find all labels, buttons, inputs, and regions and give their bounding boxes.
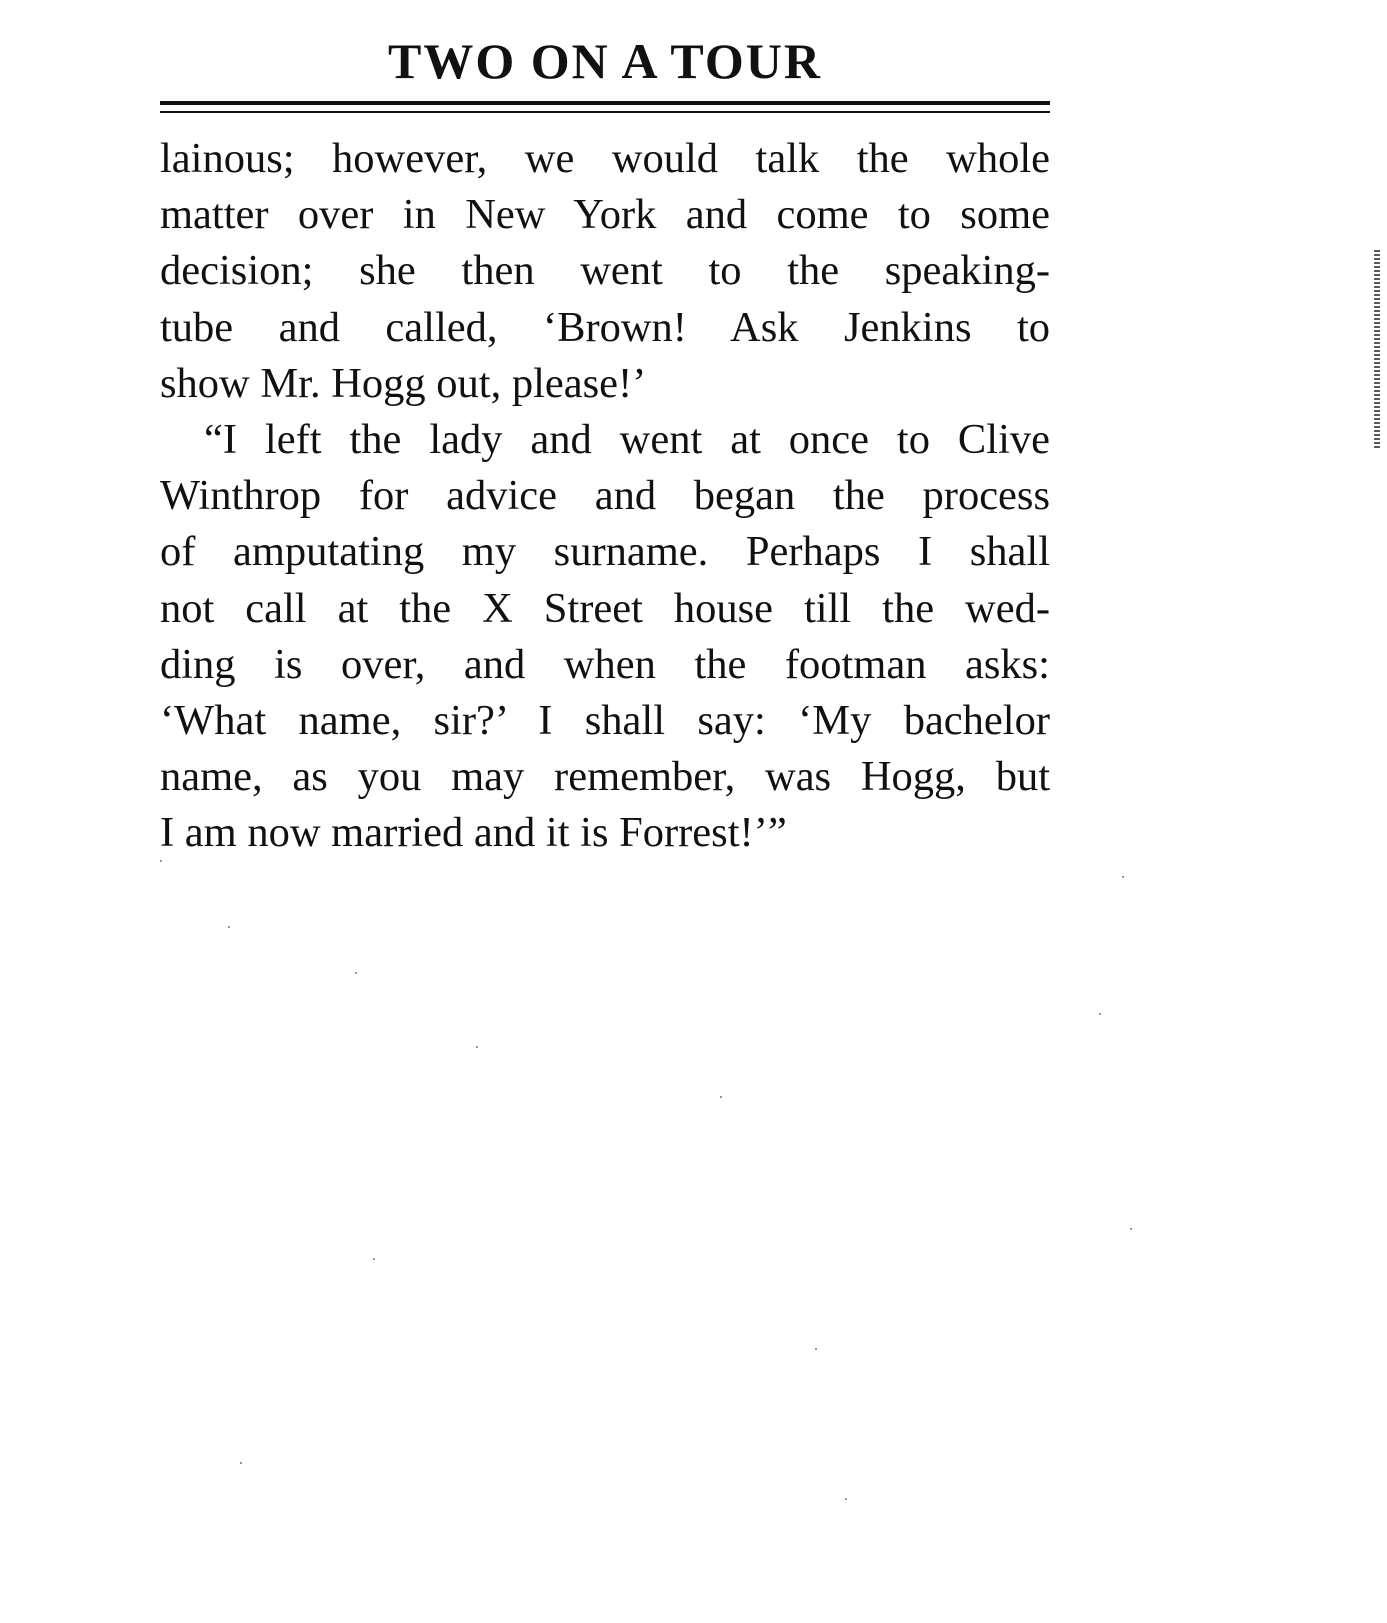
body-text	[160, 131, 1050, 862]
scan-speck	[1130, 1228, 1132, 1230]
scan-speck	[845, 1498, 847, 1500]
scan-speck	[815, 1348, 817, 1350]
paragraph-2	[160, 412, 1050, 862]
text-line: I am now married and it is Forrest!’”	[160, 809, 787, 857]
scan-speck	[1122, 876, 1124, 878]
text-line: ‘What name, sir?’ I shall say: ‘My bachelor	[160, 697, 1050, 745]
text-line: not call at the X Street house till the wed-	[160, 584, 1050, 632]
paragraph-1	[160, 131, 1050, 412]
text-line: decision; she then went to the speaking-	[160, 247, 1050, 295]
text-line: tube and called, ‘Brown! Ask Jenkins to	[160, 303, 1050, 351]
text-line: “I left the lady and went at once to Clive	[204, 416, 1050, 464]
text-line: matter over in New York and come to some	[160, 191, 1050, 239]
header-rule-thick	[160, 101, 1050, 105]
header-rule-thin	[160, 111, 1050, 113]
scan-speck	[373, 1258, 375, 1260]
text-line: of amputating my surname. Perhaps I shall	[160, 528, 1050, 576]
scan-speck	[355, 972, 357, 974]
text-line: Winthrop for advice and began the process	[160, 472, 1050, 520]
scan-speck	[476, 1046, 478, 1048]
scan-speck	[228, 926, 230, 928]
scan-speck	[1099, 1013, 1101, 1015]
text-line: name, as you may remember, was Hogg, but	[160, 753, 1050, 801]
scan-speck	[720, 1096, 722, 1098]
text-line: lainous; however, we would talk the whole	[160, 135, 1050, 182]
text-line: ding is over, and when the footman asks:	[160, 640, 1050, 688]
text-line: show Mr. Hogg out, please!’	[160, 359, 647, 407]
scan-edge-marks	[1374, 250, 1380, 450]
running-head: TWO ON A TOUR	[388, 33, 822, 89]
scan-speck	[160, 860, 162, 862]
scan-speck	[240, 1462, 242, 1464]
